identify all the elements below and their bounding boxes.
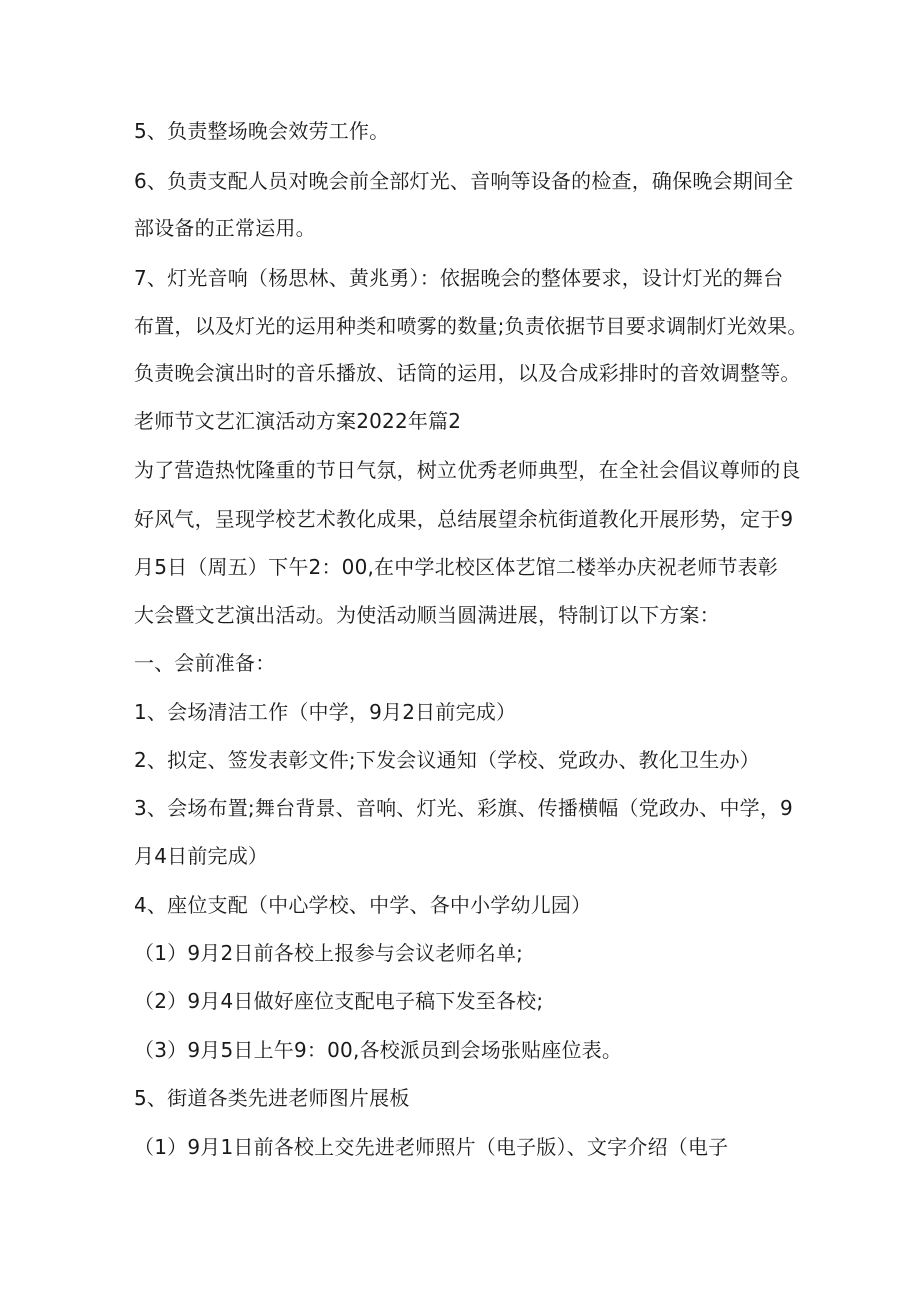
text-line-3: 部设备的正常运用。 bbox=[134, 216, 316, 240]
text-line-10: 月5日（周五）下午2：00,在中学北校区体艺馆二楼举办庆祝老师节表彰 bbox=[134, 555, 779, 579]
text-line-14: 2、拟定、签发表彰文件;下发会议通知（学校、党政办、教化卫生办） bbox=[134, 748, 760, 772]
text-line-13: 1、会场清洁工作（中学，9月2日前完成） bbox=[134, 700, 517, 724]
text-line-20: （3）9月5日上午9：00,各校派员到会场张贴座位表。 bbox=[134, 1038, 623, 1062]
section-heading-2: 老师节文艺汇演活动方案2022年篇2 bbox=[134, 409, 462, 433]
text-line-18: （1）9月2日前各校上报参与会议老师名单; bbox=[134, 941, 524, 965]
text-line-12: 一、会前准备： bbox=[134, 651, 276, 675]
text-line-6: 负责晚会演出时的音乐播放、话筒的运用，以及合成彩排时的音效调整等。 bbox=[134, 361, 801, 385]
text-line-21: 5、街道各类先进老师图片展板 bbox=[134, 1086, 410, 1110]
text-line-15: 3、会场布置;舞台背景、音响、灯光、彩旗、传播横幅（党政办、中学，9 bbox=[134, 796, 793, 820]
text-line-11: 大会暨文艺演出活动。为使活动顺当圆满进展，特制订以下方案： bbox=[134, 603, 720, 627]
text-line-8: 为了营造热忱隆重的节日气氛，树立优秀老师典型，在全社会倡议尊师的良 bbox=[134, 458, 801, 482]
text-line-17: 4、座位支配（中心学校、中学、各中小学幼儿园） bbox=[134, 893, 592, 917]
text-line-4: 7、灯光音响（杨思林、黄兆勇）：依据晚会的整体要求，设计灯光的舞台 bbox=[134, 266, 784, 290]
text-line-19: （2）9月4日做好座位支配电子稿下发至各校; bbox=[134, 989, 544, 1013]
text-line-5: 布置，以及灯光的运用种类和喷雾的数量;负责依据节目要求调制灯光效果。 bbox=[134, 314, 808, 338]
text-line-1: 5、负责整场晚会效劳工作。 bbox=[134, 119, 390, 143]
text-line-22: （1）9月1日前各校上交先进老师照片（电子版）、文字介绍（电子 bbox=[134, 1135, 729, 1159]
text-line-16: 月4日前完成） bbox=[134, 844, 269, 868]
text-line-9: 好风气，呈现学校艺术教化成果，总结展望余杭街道教化开展形势，定于9 bbox=[134, 507, 794, 531]
text-line-2: 6、负责支配人员对晚会前全部灯光、音响等设备的检查，确保晚会期间全 bbox=[134, 169, 794, 193]
